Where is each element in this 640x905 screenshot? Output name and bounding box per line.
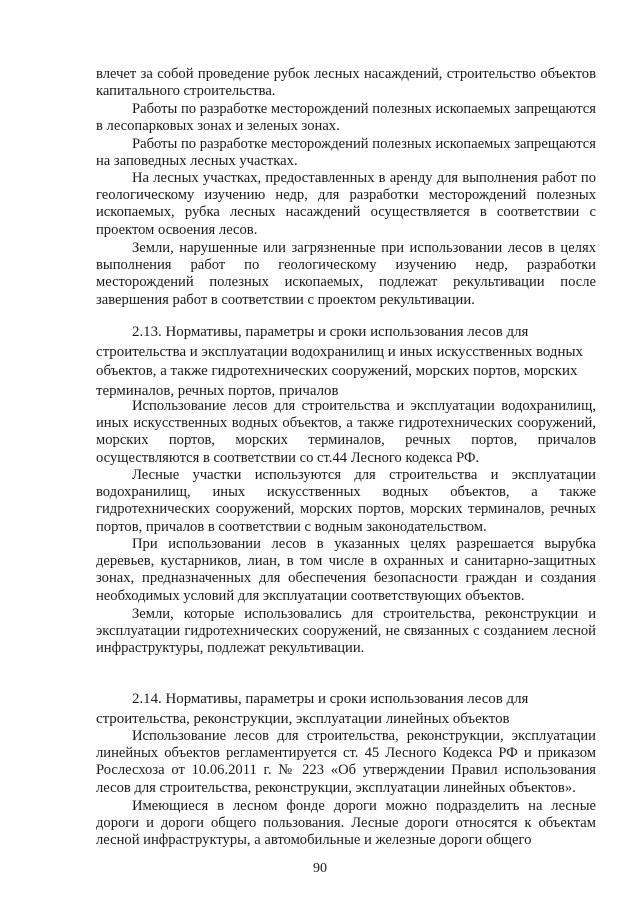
paragraph: Лесные участки используются для строительства и эксплуатации водохранилищ, иных искусственных водных объектов, а также гидротехнических сооружений, морских портов, морских терминалов, речных портов, причалов в соответствии с водным законодательством.: [96, 467, 596, 535]
paragraph: Имеющиеся в лесном фонде дороги можно подразделить на лесные дороги и дороги общего пользования. Лесные дороги относятся к объектам лесной инфраструктуры, а автомобильные и железные дороги общего: [96, 798, 596, 849]
paragraph: На лесных участках, предоставленных в аренду для выполнения работ по геологическому изучению недр, для разработки месторождений полезных ископаемых, рубка лесных насаждений осуществляется в соответствии с проектом освоения лесов.: [96, 170, 596, 238]
paragraph: Использование лесов для строительства, реконструкции, эксплуатации линейных объектов регламентируется ст. 45 Лесного Кодекса РФ и приказом Рослесхоза от 10.06.2011 г. № 223 «Об утверждении Правил использования лесов для строительства, реконструкции, эксплуатации линейных объектов».: [96, 728, 596, 796]
paragraph: При использовании лесов в указанных целях разрешается вырубка деревьев, кустарников, лиан, в том числе в охранных и санитарно-защитных зонах, предназначенных для обеспечения безопасности граждан и создания необходимых условий для эксплуатации соответствующих объектов.: [96, 536, 596, 604]
paragraph: Работы по разработке месторождений полезных ископаемых запрещаются на заповедных лесных участках.: [96, 136, 596, 170]
paragraph-continuation: влечет за собой проведение рубок лесных насаждений, строительство объектов капитального строительства.: [96, 66, 596, 100]
paragraph: Работы по разработке месторождений полезных ископаемых запрещаются в лесопарковых зонах и зеленых зонах.: [96, 101, 596, 135]
section-heading-2-14: 2.14. Нормативы, параметры и сроки использования лесов для строительства, реконструкции, эксплуатации линейных объектов: [96, 691, 529, 727]
paragraph: Земли, которые использовались для строительства, реконструкции и эксплуатации гидротехнических сооружений, не связанных с созданием лесной инфраструктуры, подлежат рекультивации.: [96, 606, 596, 657]
page-number: 90: [313, 861, 327, 876]
paragraph: Земли, нарушенные или загрязненные при использовании лесов в целях выполнения работ по геологическому изучению недр, разработки месторождений полезных ископаемых, подлежат рекультивации после завершения работ в соответствии с проектом рекультивации.: [96, 240, 596, 308]
section-heading-2-13: 2.13. Нормативы, параметры и сроки использования лесов для строительства и эксплуатации водохранилищ и иных искусственных водных объектов, а также гидротехнических сооружений, морских портов, морских терминалов, речных портов, причалов: [96, 324, 583, 399]
paragraph: Использование лесов для строительства и эксплуатации водохранилищ, иных искусственных водных объектов, а также гидротехнических сооружений, морских портов, морских терминалов, речных портов, причалов осуществляются в соответствии со ст.44 Лесного кодекса РФ.: [96, 398, 596, 466]
